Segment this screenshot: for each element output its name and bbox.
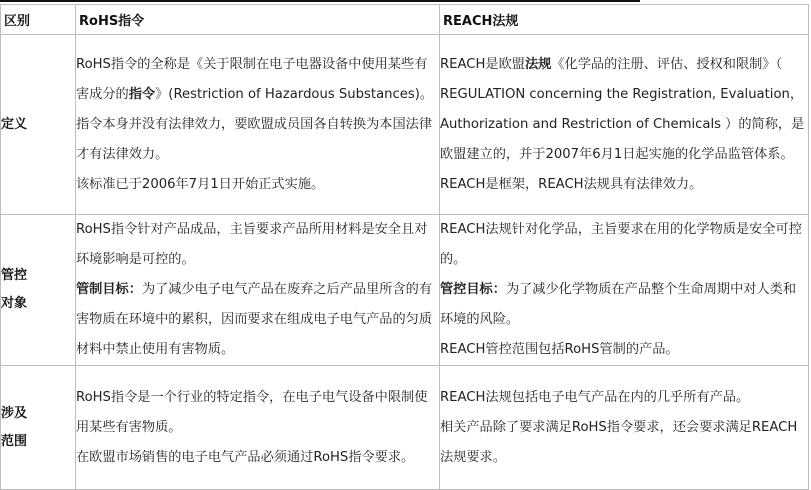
header-difference: 区别 bbox=[1, 5, 76, 35]
rohs-scope-text: RoHS指令是一个行业的特定指令，在电子电气设备中限制使用某些有害物质。 bbox=[76, 389, 428, 435]
row-label-line2: 范围 bbox=[1, 433, 28, 449]
reach-definition-text: REACH是欧盟法规《化学品的注册、评估、授权和限制》（ REGULATION concerning the Registration, Evaluation，Authorization and Restriction of Chemicals ）的简称，是欧盟建立的，并于2007年6月1日起实施的化学品监管体系。 bbox=[440, 56, 805, 162]
table-row bbox=[1, 366, 809, 490]
rohs-definition-cell bbox=[76, 35, 440, 215]
rohs-eu-market-text: 在欧盟市场销售的电子电气产品必须通过RoHS指令要求。 bbox=[76, 449, 415, 465]
row-label-control-target bbox=[1, 215, 76, 366]
rohs-scope-cell bbox=[76, 366, 440, 490]
reach-control-goal-text: 管控目标：为了减少化学物质在产品整个生命周期中对人类和环境的风险。 bbox=[440, 282, 797, 327]
row-label-line1: 涉及 bbox=[1, 405, 28, 421]
row-label-line2: 对象 bbox=[1, 296, 28, 311]
rohs-target-text: RoHS指令针对产品成品，主旨要求产品所用材料是安全且对环境影响是可控的。 bbox=[76, 222, 428, 267]
reach-target-cell bbox=[440, 215, 809, 366]
table-row bbox=[1, 215, 809, 366]
reach-requirement-text: 相关产品除了要求满足RoHS指令要求，还会要求满足REACH法规要求。 bbox=[440, 419, 798, 465]
reach-definition-cell bbox=[440, 35, 809, 215]
row-label-line1: 管控 bbox=[1, 268, 28, 283]
row-label-scope bbox=[1, 366, 76, 490]
rohs-definition-text: RoHS指令的全称是《关于限制在电子电器设备中使用某些有害成分的指令》(Restriction of Hazardous Substances)。指令本身并没有法律效力，要欧盟成员国各自转换为本国法律才有法律效力。 bbox=[76, 56, 434, 162]
rohs-effective-date-text: 该标准已于2006年7月1日开始正式实施。 bbox=[76, 176, 325, 192]
table-row bbox=[1, 35, 809, 215]
reach-scope-includes-rohs-text: REACH管控范围包括RoHS管制的产品。 bbox=[440, 342, 679, 357]
row-label-definition bbox=[1, 35, 76, 215]
reach-framework-text: REACH是框架，REACH法规具有法律效力。 bbox=[440, 176, 703, 192]
top-rule bbox=[0, 0, 640, 2]
reach-target-text: REACH法规针对化学品，主旨要求在用的化学物质是安全可控的。 bbox=[440, 222, 802, 267]
rohs-target-cell bbox=[76, 215, 440, 366]
header-rohs: RoHS指令 bbox=[76, 5, 440, 35]
row-label-text: 定义 bbox=[1, 116, 28, 132]
header-reach: REACH法规 bbox=[440, 5, 809, 35]
rohs-control-goal-text: 管制目标：为了减少电子电气产品在废弃之后产品里所含的有害物质在环境中的累积，因而要求在组成电子电气产品的匀质材料中禁止使用有害物质。 bbox=[76, 282, 433, 357]
table-header-row bbox=[1, 5, 809, 35]
comparison-table bbox=[0, 4, 809, 490]
reach-scope-text: REACH法规包括电子电气产品在内的几乎所有产品。 bbox=[440, 389, 750, 405]
reach-scope-cell bbox=[440, 366, 809, 490]
